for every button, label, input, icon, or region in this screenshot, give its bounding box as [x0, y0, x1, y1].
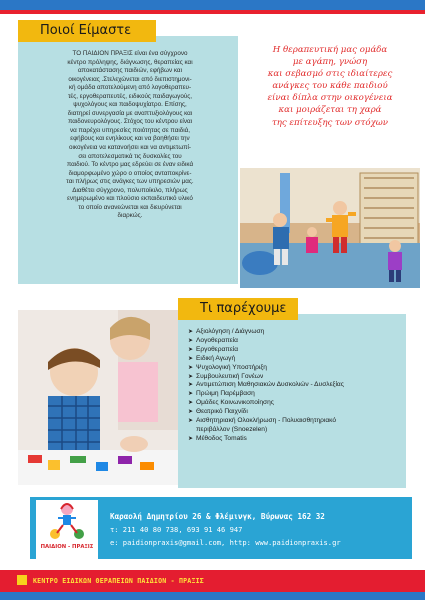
arrow-bullet-icon: ➤	[188, 364, 194, 371]
arrow-bullet-icon: ➤	[188, 355, 194, 362]
spacer	[0, 562, 425, 570]
footer-blue-stripe	[0, 592, 425, 600]
arrow-bullet-icon: ➤	[188, 346, 194, 353]
service-item: ➤ Συμβουλευτική Γονέων	[188, 372, 264, 380]
service-item: ➤ Αισθητηριακή Ολοκλήρωση - Πολυαισθητηριακό	[188, 417, 337, 425]
services-list	[188, 328, 402, 444]
top-blue-bar	[0, 0, 425, 10]
service-item: ➤ Αξιολόγηση / Διάγνωση	[188, 328, 265, 335]
service-item-continuation: περιβάλλον (Snoezelen)	[196, 425, 268, 433]
service-item: ➤ Ειδική Αγωγή	[188, 354, 236, 362]
about-panel	[18, 23, 238, 284]
arrow-bullet-icon: ➤	[188, 373, 194, 380]
service-item: ➤ Ομάδες Κοινωνικοποίησης	[188, 399, 274, 407]
service-item: ➤ Θεατρικό Παιχνίδι	[188, 408, 248, 416]
arrow-bullet-icon: ➤	[188, 329, 194, 335]
team-quote: Η θεραπευτική μας ομάδα με αγάπη, γνώση και σεβασμό στις ιδιαίτερες ανάγκες του κάθε παιδιού είναι δίπλα στην οικογένεια και μοιράζεται τη χαρά της επίτευξης των στόχων	[267, 45, 393, 128]
service-item: ➤ Εργοθεραπεία	[188, 345, 239, 353]
web-line[interactable]: e: paidionpraxis@gmail.com, http: www.paidionpraxis.gr	[110, 538, 341, 547]
phone-line[interactable]: τ: 211 40 80 738, 693 91 46 947	[110, 525, 243, 534]
logo	[36, 500, 98, 560]
footer-square-icon	[17, 575, 27, 585]
logo-figure-icon	[36, 500, 98, 544]
arrow-bullet-icon: ➤	[188, 409, 194, 416]
arrow-bullet-icon: ➤	[188, 435, 194, 442]
footer-text: ΚΕΝΤΡΟ ΕΙΔΙΚΩΝ ΘΕΡΑΠΕΙΩΝ ΠΑΙΔΙΟΝ - ΠΡΑΞΙΣ	[33, 577, 204, 585]
arrow-bullet-icon: ➤	[188, 337, 194, 344]
address-line: Καραολή Δημητρίου 26 & Φλέμινγκ, Βύρωνας 162 32	[110, 512, 325, 521]
gym-photo	[240, 168, 420, 288]
about-text: ΤΟ ΠΑΙΔΙΟΝ ΠΡΑΞΙΣ είναι ένα σύγχρονο κέντρο πρόληψης, διάγνωσης, θεραπείας και αποκατάστασης παιδιών, εφήβων και οικογένειας .Στελεχώνεται από διεπιστημονι- κή ομάδα αποτελούμενη από λογοθεραπευ- τές, εργοθεραπευτές, ειδικούς παιδαγωγούς, ψυχολόγους και παιδοψυχίατρο. Επίσης, διατηρεί συνεργασία με αναπτυξιολόγους και παιδονευρολόγους. Στόχος του κέντρου είναι να παρέχει υπηρεσίες ποιότητας σε παιδιά, εφήβους και ενηλίκους και να βοηθήσει την οικογένεια να κατανοήσει και να αντιμετωπί- σει αποτελεσματικά τις δυσκολίες του παιδιού. Το κέντρο μας εδρεύει σε έναν ειδικά διαμορφωμένο χώρο ο οποίος ανταποκρίνε- ται πλήρως στις ανάγκες των υπηρεσιών μας. Διαθέτει σύγχρονο, πολυποίκιλο, πλήρως ενημερωμένο και πλούσιο εκπαιδευτικό υλικό το οποίο ανανεώνεται και διευρύνεται διαρκώς.	[66, 50, 194, 220]
child-playing-photo	[18, 310, 178, 485]
services-heading: Τι παρέχουμε	[178, 298, 298, 320]
logo-text: ΠΑΙΔΙΟΝ - ΠΡΑΞΙΣ	[40, 544, 94, 550]
arrow-bullet-icon: ➤	[188, 418, 194, 425]
service-item: ➤ Ψυχολογική Υποστήριξη	[188, 363, 267, 371]
arrow-bullet-icon: ➤	[188, 391, 194, 398]
service-item: ➤ Μέθοδος Tomatis	[188, 434, 247, 442]
service-item: ➤ Λογοθεραπεία	[188, 336, 238, 344]
service-item: ➤ Αντιμετώπιση Μαθησιακών Δυσκολιών - Δυσλεξίας	[188, 381, 344, 389]
contact-info	[110, 510, 410, 549]
top-red-bar	[0, 10, 425, 14]
arrow-bullet-icon: ➤	[188, 400, 194, 407]
about-heading: Ποιοί Είμαστε	[18, 20, 156, 42]
service-item: ➤ Πρώιμη Παρέμβαση	[188, 390, 255, 398]
arrow-bullet-icon: ➤	[188, 382, 194, 389]
services-panel	[178, 301, 406, 488]
